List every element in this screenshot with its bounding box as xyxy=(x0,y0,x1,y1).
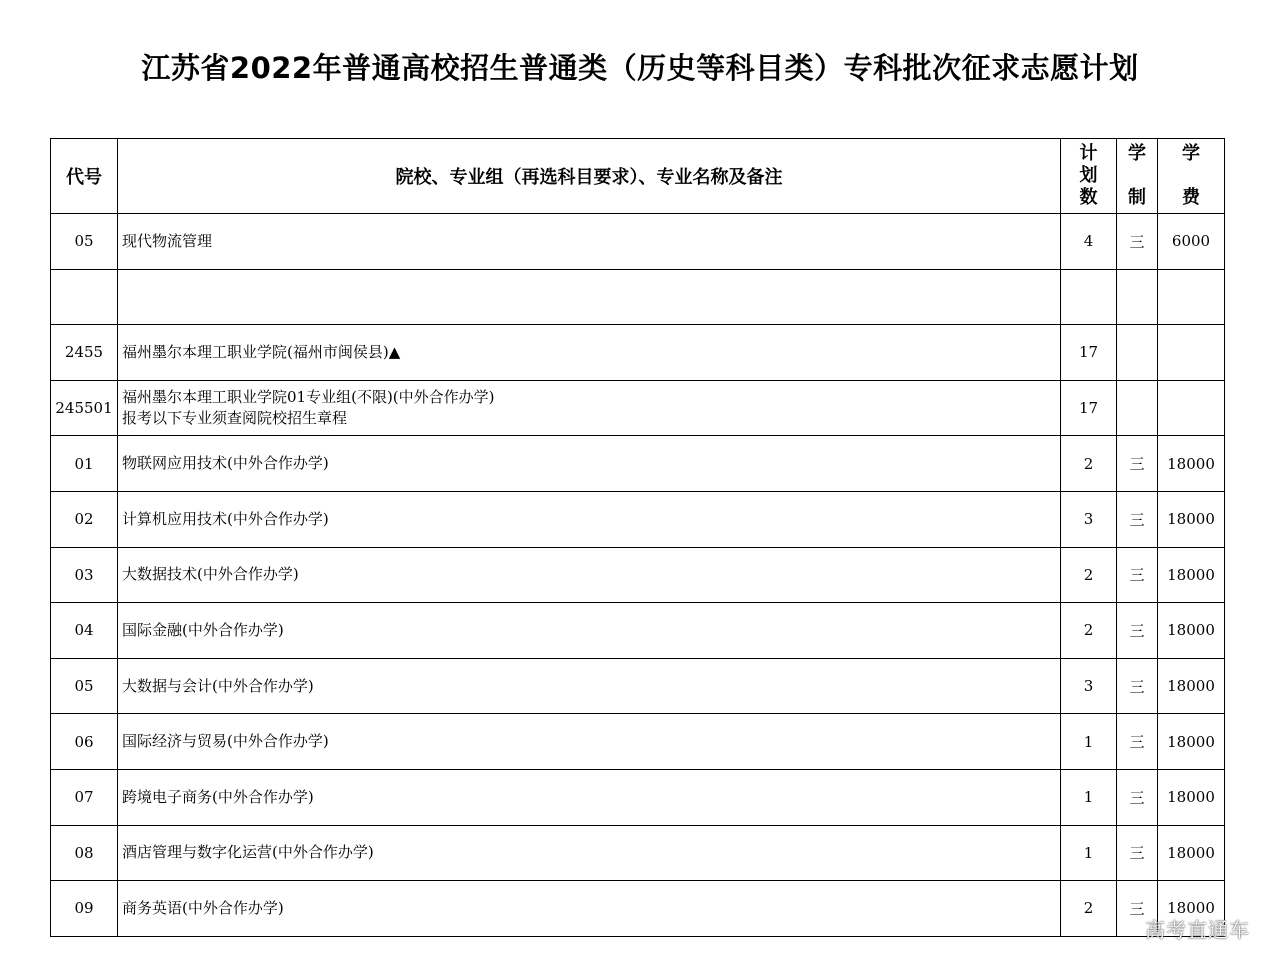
cell-years: 三 xyxy=(1117,658,1158,714)
header-plan-char: 划 xyxy=(1079,165,1098,186)
cell-fee: 6000 xyxy=(1158,214,1225,270)
table-row xyxy=(51,547,1225,603)
table-row xyxy=(51,436,1225,492)
table-row xyxy=(51,491,1225,547)
cell-code: 07 xyxy=(51,769,118,825)
cell-years: 三 xyxy=(1117,881,1158,937)
cell-name xyxy=(118,547,1061,603)
cell-name-line: 福州墨尔本理工职业学院(福州市闽侯县)▲ xyxy=(122,342,401,361)
cell-code xyxy=(51,269,118,325)
cell-years: 三 xyxy=(1117,603,1158,659)
cell-name-line: 酒店管理与数字化运营(中外合作办学) xyxy=(122,843,374,862)
cell-years: 三 xyxy=(1117,825,1158,881)
cell-code: 06 xyxy=(51,714,118,770)
cell-years: 三 xyxy=(1117,547,1158,603)
table-row xyxy=(51,825,1225,881)
cell-name xyxy=(118,214,1061,270)
cell-name xyxy=(118,491,1061,547)
header-fee-char: 费 xyxy=(1182,187,1200,208)
cell-plan: 2 xyxy=(1061,436,1117,492)
table-row xyxy=(51,881,1225,937)
cell-years: 三 xyxy=(1117,769,1158,825)
cell-plan: 1 xyxy=(1061,825,1117,881)
cell-code: 04 xyxy=(51,603,118,659)
table-row xyxy=(51,603,1225,659)
table-row xyxy=(51,269,1225,325)
cell-name-line: 计算机应用技术(中外合作办学) xyxy=(122,509,329,528)
cell-name-line: 报考以下专业须查阅院校招生章程 xyxy=(122,409,348,428)
cell-plan: 2 xyxy=(1061,881,1117,937)
cell-code: 09 xyxy=(51,881,118,937)
cell-plan: 17 xyxy=(1061,325,1117,381)
table-row xyxy=(51,714,1225,770)
page-title: 江苏省2022年普通高校招生普通类（历史等科目类）专科批次征求志愿计划 xyxy=(141,51,1139,85)
cell-years xyxy=(1117,269,1158,325)
cell-name xyxy=(118,825,1061,881)
cell-years: 三 xyxy=(1117,436,1158,492)
cell-code: 02 xyxy=(51,491,118,547)
cell-name-line: 商务英语(中外合作办学) xyxy=(122,898,284,917)
table-row xyxy=(51,380,1225,436)
enrollment-plan-table xyxy=(50,138,1225,937)
header-years-char: 制 xyxy=(1128,187,1146,208)
cell-plan: 1 xyxy=(1061,769,1117,825)
cell-plan: 3 xyxy=(1061,658,1117,714)
cell-code: 03 xyxy=(51,547,118,603)
cell-years: 三 xyxy=(1117,714,1158,770)
cell-fee xyxy=(1158,325,1225,381)
cell-fee: 18000 xyxy=(1158,658,1225,714)
cell-plan: 2 xyxy=(1061,547,1117,603)
table-row xyxy=(51,769,1225,825)
table-row xyxy=(51,658,1225,714)
cell-name-line: 跨境电子商务(中外合作办学) xyxy=(122,787,314,806)
header-plan-char: 数 xyxy=(1079,187,1098,208)
cell-name-line: 福州墨尔本理工职业学院01专业组(不限)(中外合作办学) xyxy=(122,388,495,407)
cell-code: 2455 xyxy=(51,325,118,381)
cell-name xyxy=(118,436,1061,492)
header-code: 代号 xyxy=(51,139,118,214)
cell-code: 08 xyxy=(51,825,118,881)
cell-name xyxy=(118,269,1061,325)
cell-fee: 18000 xyxy=(1158,436,1225,492)
cell-name xyxy=(118,658,1061,714)
cell-plan: 4 xyxy=(1061,214,1117,270)
header-plan xyxy=(1061,139,1117,214)
cell-plan xyxy=(1061,269,1117,325)
cell-name-line: 国际经济与贸易(中外合作办学) xyxy=(122,732,329,751)
cell-name-line: 大数据技术(中外合作办学) xyxy=(122,565,299,584)
cell-fee: 18000 xyxy=(1158,547,1225,603)
cell-fee: 18000 xyxy=(1158,603,1225,659)
header-plan-char: 计 xyxy=(1079,143,1098,164)
header-fee xyxy=(1158,139,1225,214)
cell-fee: 18000 xyxy=(1158,825,1225,881)
cell-years: 三 xyxy=(1117,214,1158,270)
table-row xyxy=(51,325,1225,381)
cell-fee: 18000 xyxy=(1158,491,1225,547)
cell-plan: 2 xyxy=(1061,603,1117,659)
cell-years: 三 xyxy=(1117,491,1158,547)
cell-name-line: 大数据与会计(中外合作办学) xyxy=(122,676,314,695)
cell-name xyxy=(118,380,1061,436)
header-years xyxy=(1117,139,1158,214)
cell-code: 05 xyxy=(51,658,118,714)
cell-plan: 17 xyxy=(1061,380,1117,436)
cell-fee: 18000 xyxy=(1158,769,1225,825)
cell-name xyxy=(118,603,1061,659)
cell-years xyxy=(1117,325,1158,381)
cell-code: 05 xyxy=(51,214,118,270)
table-row xyxy=(51,214,1225,270)
cell-years xyxy=(1117,380,1158,436)
cell-name xyxy=(118,769,1061,825)
cell-plan: 1 xyxy=(1061,714,1117,770)
cell-fee xyxy=(1158,380,1225,436)
cell-name-line: 物联网应用技术(中外合作办学) xyxy=(122,454,329,473)
cell-code: 01 xyxy=(51,436,118,492)
cell-name-line: 现代物流管理 xyxy=(122,231,213,250)
watermark: 高考直通车 xyxy=(1145,918,1250,942)
cell-name xyxy=(118,881,1061,937)
table-body xyxy=(51,214,1225,937)
cell-name xyxy=(118,714,1061,770)
header-name: 院校、专业组（再选科目要求）、专业名称及备注 xyxy=(118,139,1061,214)
header-fee-char: 学 xyxy=(1182,143,1200,164)
cell-fee: 18000 xyxy=(1158,881,1225,937)
cell-fee xyxy=(1158,269,1225,325)
cell-fee: 18000 xyxy=(1158,714,1225,770)
cell-name-line: 国际金融(中外合作办学) xyxy=(122,620,284,639)
header-years-char: 学 xyxy=(1128,143,1146,164)
cell-name xyxy=(118,325,1061,381)
table-header-row xyxy=(51,139,1225,214)
cell-plan: 3 xyxy=(1061,491,1117,547)
cell-code: 245501 xyxy=(51,380,118,436)
